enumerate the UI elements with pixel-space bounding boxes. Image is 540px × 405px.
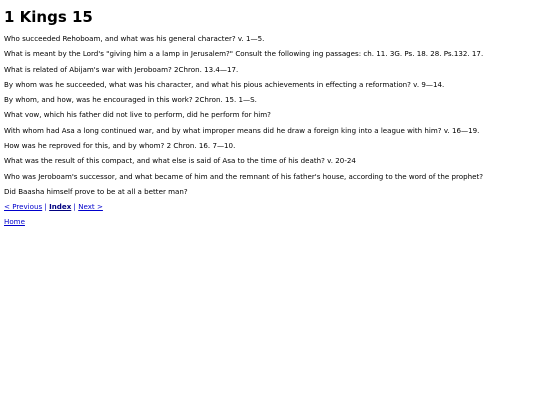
nav-separator: | [73, 202, 76, 212]
next-link[interactable]: Next > [78, 202, 103, 212]
question-11: Did Baasha himself prove to be at all a better man? [4, 186, 188, 196]
home-navigation [4, 217, 536, 226]
question-list [4, 34, 536, 196]
question-3: What is related of Abijam's war with Jeroboam? 2Chron. 13.4—17. [4, 64, 239, 74]
page-title: 1 Kings 15 [4, 8, 93, 26]
question-6: What vow, which his father did not live to perform, did he perform for him? [4, 110, 271, 120]
question-5: By whom, and how, was he encouraged in this work? 2Chron. 15. 1—S. [4, 95, 257, 105]
question-4: By whom was he succeeded, what was his character, and what his pious achievements in effecting a reformation? v. 9—14. [4, 79, 445, 89]
question-7: With whom had Asa a long continued war, and by what improper means did he draw a foreign king into a league with him? v. 16—19. [4, 125, 480, 135]
question-10: Who was Jeroboam's successor, and what became of him and the remnant of his father's house, according to the word of the prophet? [4, 171, 484, 181]
home-link[interactable]: Home [4, 217, 25, 227]
index-link[interactable]: Index [49, 202, 72, 212]
question-9: What was the result of this compact, and what else is said of Asa to the time of his death? v. 20-24 [4, 156, 356, 166]
chapter-navigation [4, 202, 536, 211]
previous-link[interactable]: < Previous [4, 202, 43, 212]
question-2: What is meant by the Lord's "giving him a a lamp in Jerusalem?" Consult the following ing passages: ch. 11. 3G. Ps. 18. 28. Ps.132. 17. [4, 49, 484, 59]
nav-separator: | [44, 202, 47, 212]
question-8: How was he reproved for this, and by whom? 2 Chron. 16. 7—10. [4, 141, 236, 151]
question-1: Who succeeded Rehoboam, and what was his general character? v. 1—5. [4, 34, 265, 43]
